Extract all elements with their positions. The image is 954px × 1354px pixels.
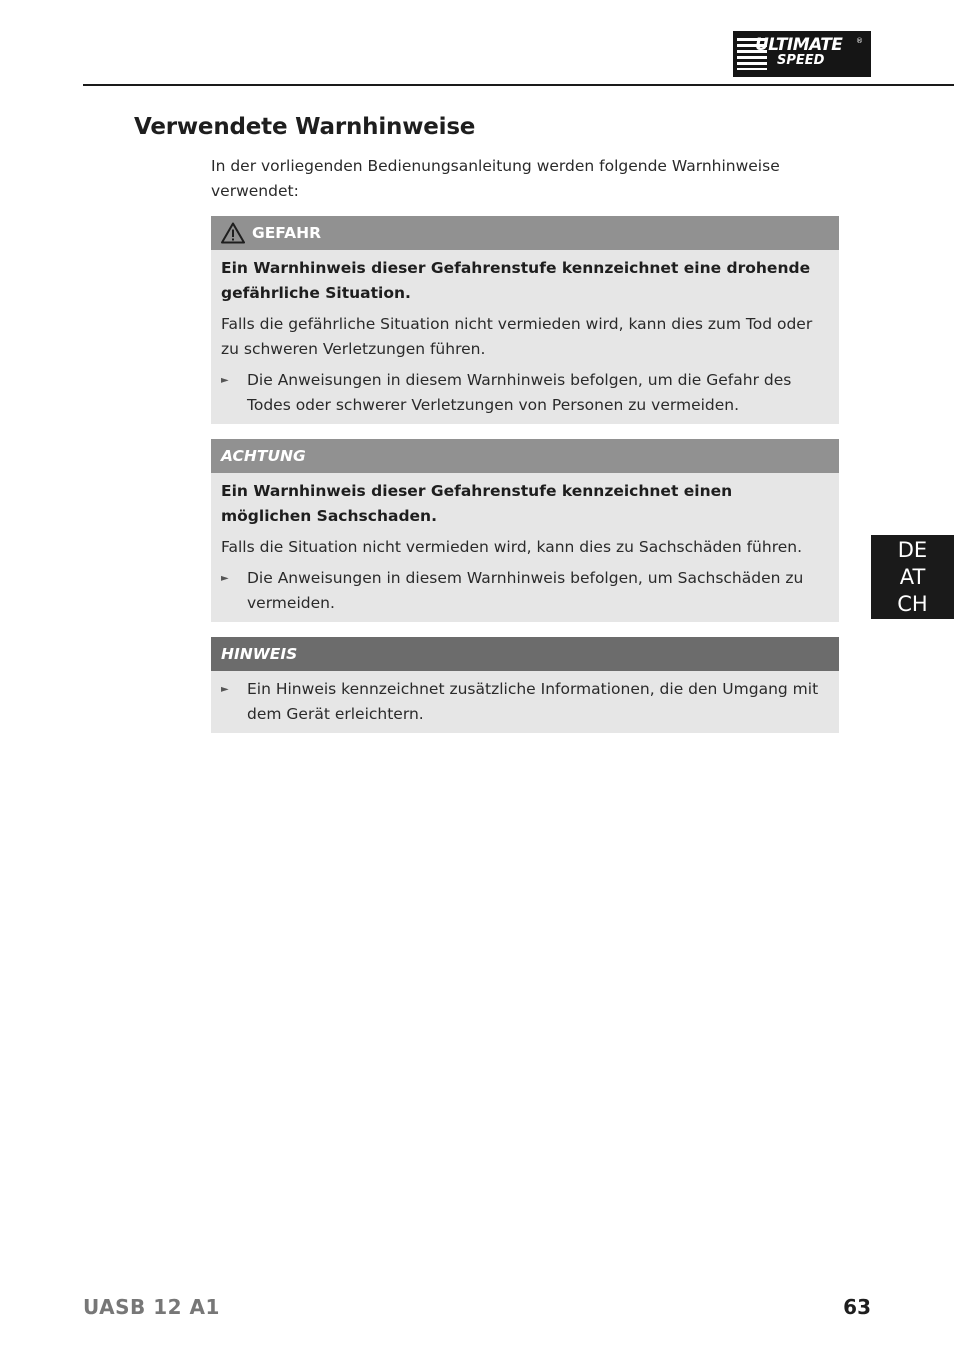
note-bullet-text: Ein Hinweis kennzeichnet zusätzliche Informationen, die den Umgang mit dem Gerät erleichtern.	[247, 680, 819, 723]
language-de: DE	[897, 538, 928, 562]
note-box-header	[211, 637, 839, 671]
warning-bullet-text: Die Anweisungen in diesem Warnhinweis befolgen, um die Gefahr des Todes oder schwerer Verletzungen von Personen zu vermeiden.	[247, 371, 792, 414]
warning-bullet	[221, 368, 825, 418]
warning-triangle-icon	[221, 222, 245, 244]
note-bullet	[221, 677, 825, 727]
note-box-body	[211, 671, 839, 733]
logo-line2: SPEED	[777, 53, 825, 68]
note-box-title: HINWEIS	[221, 645, 298, 663]
warning-lead: Ein Warnhinweis dieser Gefahrenstufe kennzeichnet einen möglichen Sachschaden.	[221, 482, 733, 525]
logo-registered-mark: ®	[856, 37, 863, 45]
bullet-arrow-icon: ►	[221, 573, 229, 584]
brand-logo	[733, 31, 871, 77]
warning-text: Falls die gefährliche Situation nicht vermieden wird, kann dies zum Tod oder zu schweren Verletzungen führen.	[221, 315, 813, 358]
warning-box-title: ACHTUNG	[221, 447, 306, 465]
language-ch: CH	[897, 592, 928, 616]
logo-line1: ULTIMATE	[755, 35, 843, 55]
bullet-arrow-icon: ►	[221, 375, 229, 386]
page-title: Verwendete Warnhinweise	[134, 114, 476, 140]
language-tab	[871, 535, 954, 619]
warning-box-header	[211, 216, 839, 250]
warning-box-body	[211, 473, 839, 622]
intro-paragraph: In der vorliegenden Bedienungsanleitung werden folgende Warnhinweise verwendet:	[211, 157, 780, 200]
bullet-arrow-icon: ►	[221, 684, 229, 695]
warning-box-body	[211, 250, 839, 424]
warning-box-achtung	[211, 439, 839, 622]
language-at: AT	[899, 565, 926, 589]
warning-box-gefahr	[211, 216, 839, 424]
footer-model: UASB 12 A1	[83, 1295, 220, 1319]
note-box-hinweis	[211, 637, 839, 733]
warning-box-title: GEFAHR	[252, 224, 322, 242]
warning-box-header	[211, 439, 839, 473]
warning-text: Falls die Situation nicht vermieden wird, kann dies zu Sachschäden führen.	[221, 538, 803, 556]
page-number: 63	[843, 1295, 871, 1319]
warning-bullet	[221, 566, 825, 616]
warning-lead: Ein Warnhinweis dieser Gefahrenstufe kennzeichnet eine drohende gefährliche Situation.	[221, 259, 811, 302]
warning-bullet-text: Die Anweisungen in diesem Warnhinweis befolgen, um Sachschäden zu vermeiden.	[247, 569, 804, 612]
header-rule	[83, 84, 954, 86]
